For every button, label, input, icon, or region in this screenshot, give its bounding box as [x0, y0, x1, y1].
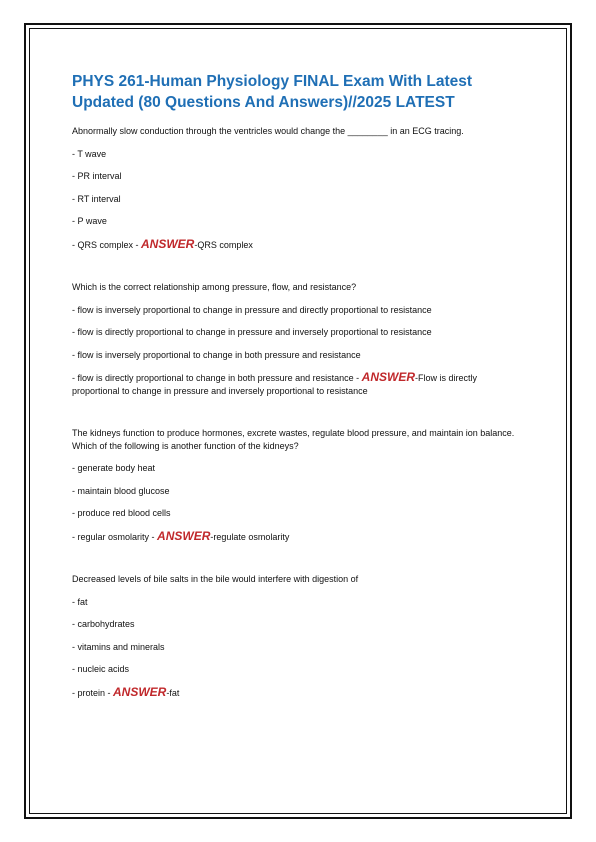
- option: - regular osmolarity -: [72, 531, 158, 542]
- question-block-1: [72, 125, 527, 251]
- answer-keyword: ANSWER: [113, 684, 167, 699]
- question-block-3: [72, 427, 527, 543]
- option: - fat: [72, 596, 88, 607]
- option: - RT interval: [72, 193, 121, 204]
- answer-text: -regulate osmolarity: [210, 531, 290, 542]
- answer-text: -fat: [166, 687, 180, 698]
- question-block-4: [72, 573, 527, 699]
- option: - P wave: [72, 216, 107, 226]
- question-block-2: [72, 281, 527, 397]
- option: - generate body heat: [72, 463, 156, 473]
- answer-line: [72, 238, 527, 252]
- option: - protein -: [72, 687, 114, 698]
- option: - carbohydrates: [72, 619, 135, 629]
- option: - flow is inversely proportional to change in pressure and directly proportional to resistance: [72, 304, 432, 315]
- option: - QRS complex -: [72, 239, 142, 250]
- question-text: Abnormally slow conduction through the ventricles would change the ________ in an ECG tracing.: [72, 126, 464, 136]
- option: - vitamins and minerals: [72, 641, 165, 652]
- answer-keyword: ANSWER: [141, 236, 195, 251]
- answer-line: [72, 371, 527, 397]
- option: - T wave: [72, 148, 107, 159]
- question-text: The kidneys function to produce hormones, excrete wastes, regulate blood pressure, and maintain ion balance. Which of the following is another function of the kidneys?: [72, 428, 515, 451]
- option: - flow is directly proportional to change in pressure and inversely proportional to resistance: [72, 327, 432, 337]
- answer-line: [72, 530, 527, 544]
- answer-text: -QRS complex: [194, 239, 253, 250]
- answer-text: -Flow is directly proportional to change in pressure and inversely proportional to resistance: [72, 373, 478, 396]
- option: - nucleic acids: [72, 664, 130, 674]
- option: - PR interval: [72, 171, 122, 181]
- answer-line: [72, 686, 527, 700]
- question-text: Which is the correct relationship among pressure, flow, and resistance?: [72, 282, 357, 292]
- question-text: Decreased levels of bile salts in the bile would interfere with digestion of: [72, 574, 359, 584]
- answer-keyword: ANSWER: [157, 528, 211, 543]
- answer-keyword: ANSWER: [361, 370, 415, 384]
- option: - flow is directly proportional to change in both pressure and resistance -: [72, 373, 362, 383]
- document-content: [72, 71, 527, 709]
- document-title: PHYS 261-Human Physiology FINAL Exam With Latest Updated (80 Questions And Answers)//2025 LATEST: [72, 73, 473, 111]
- option: - maintain blood glucose: [72, 485, 170, 496]
- option: - flow is inversely proportional to change in both pressure and resistance: [72, 349, 361, 360]
- option: - produce red blood cells: [72, 508, 171, 518]
